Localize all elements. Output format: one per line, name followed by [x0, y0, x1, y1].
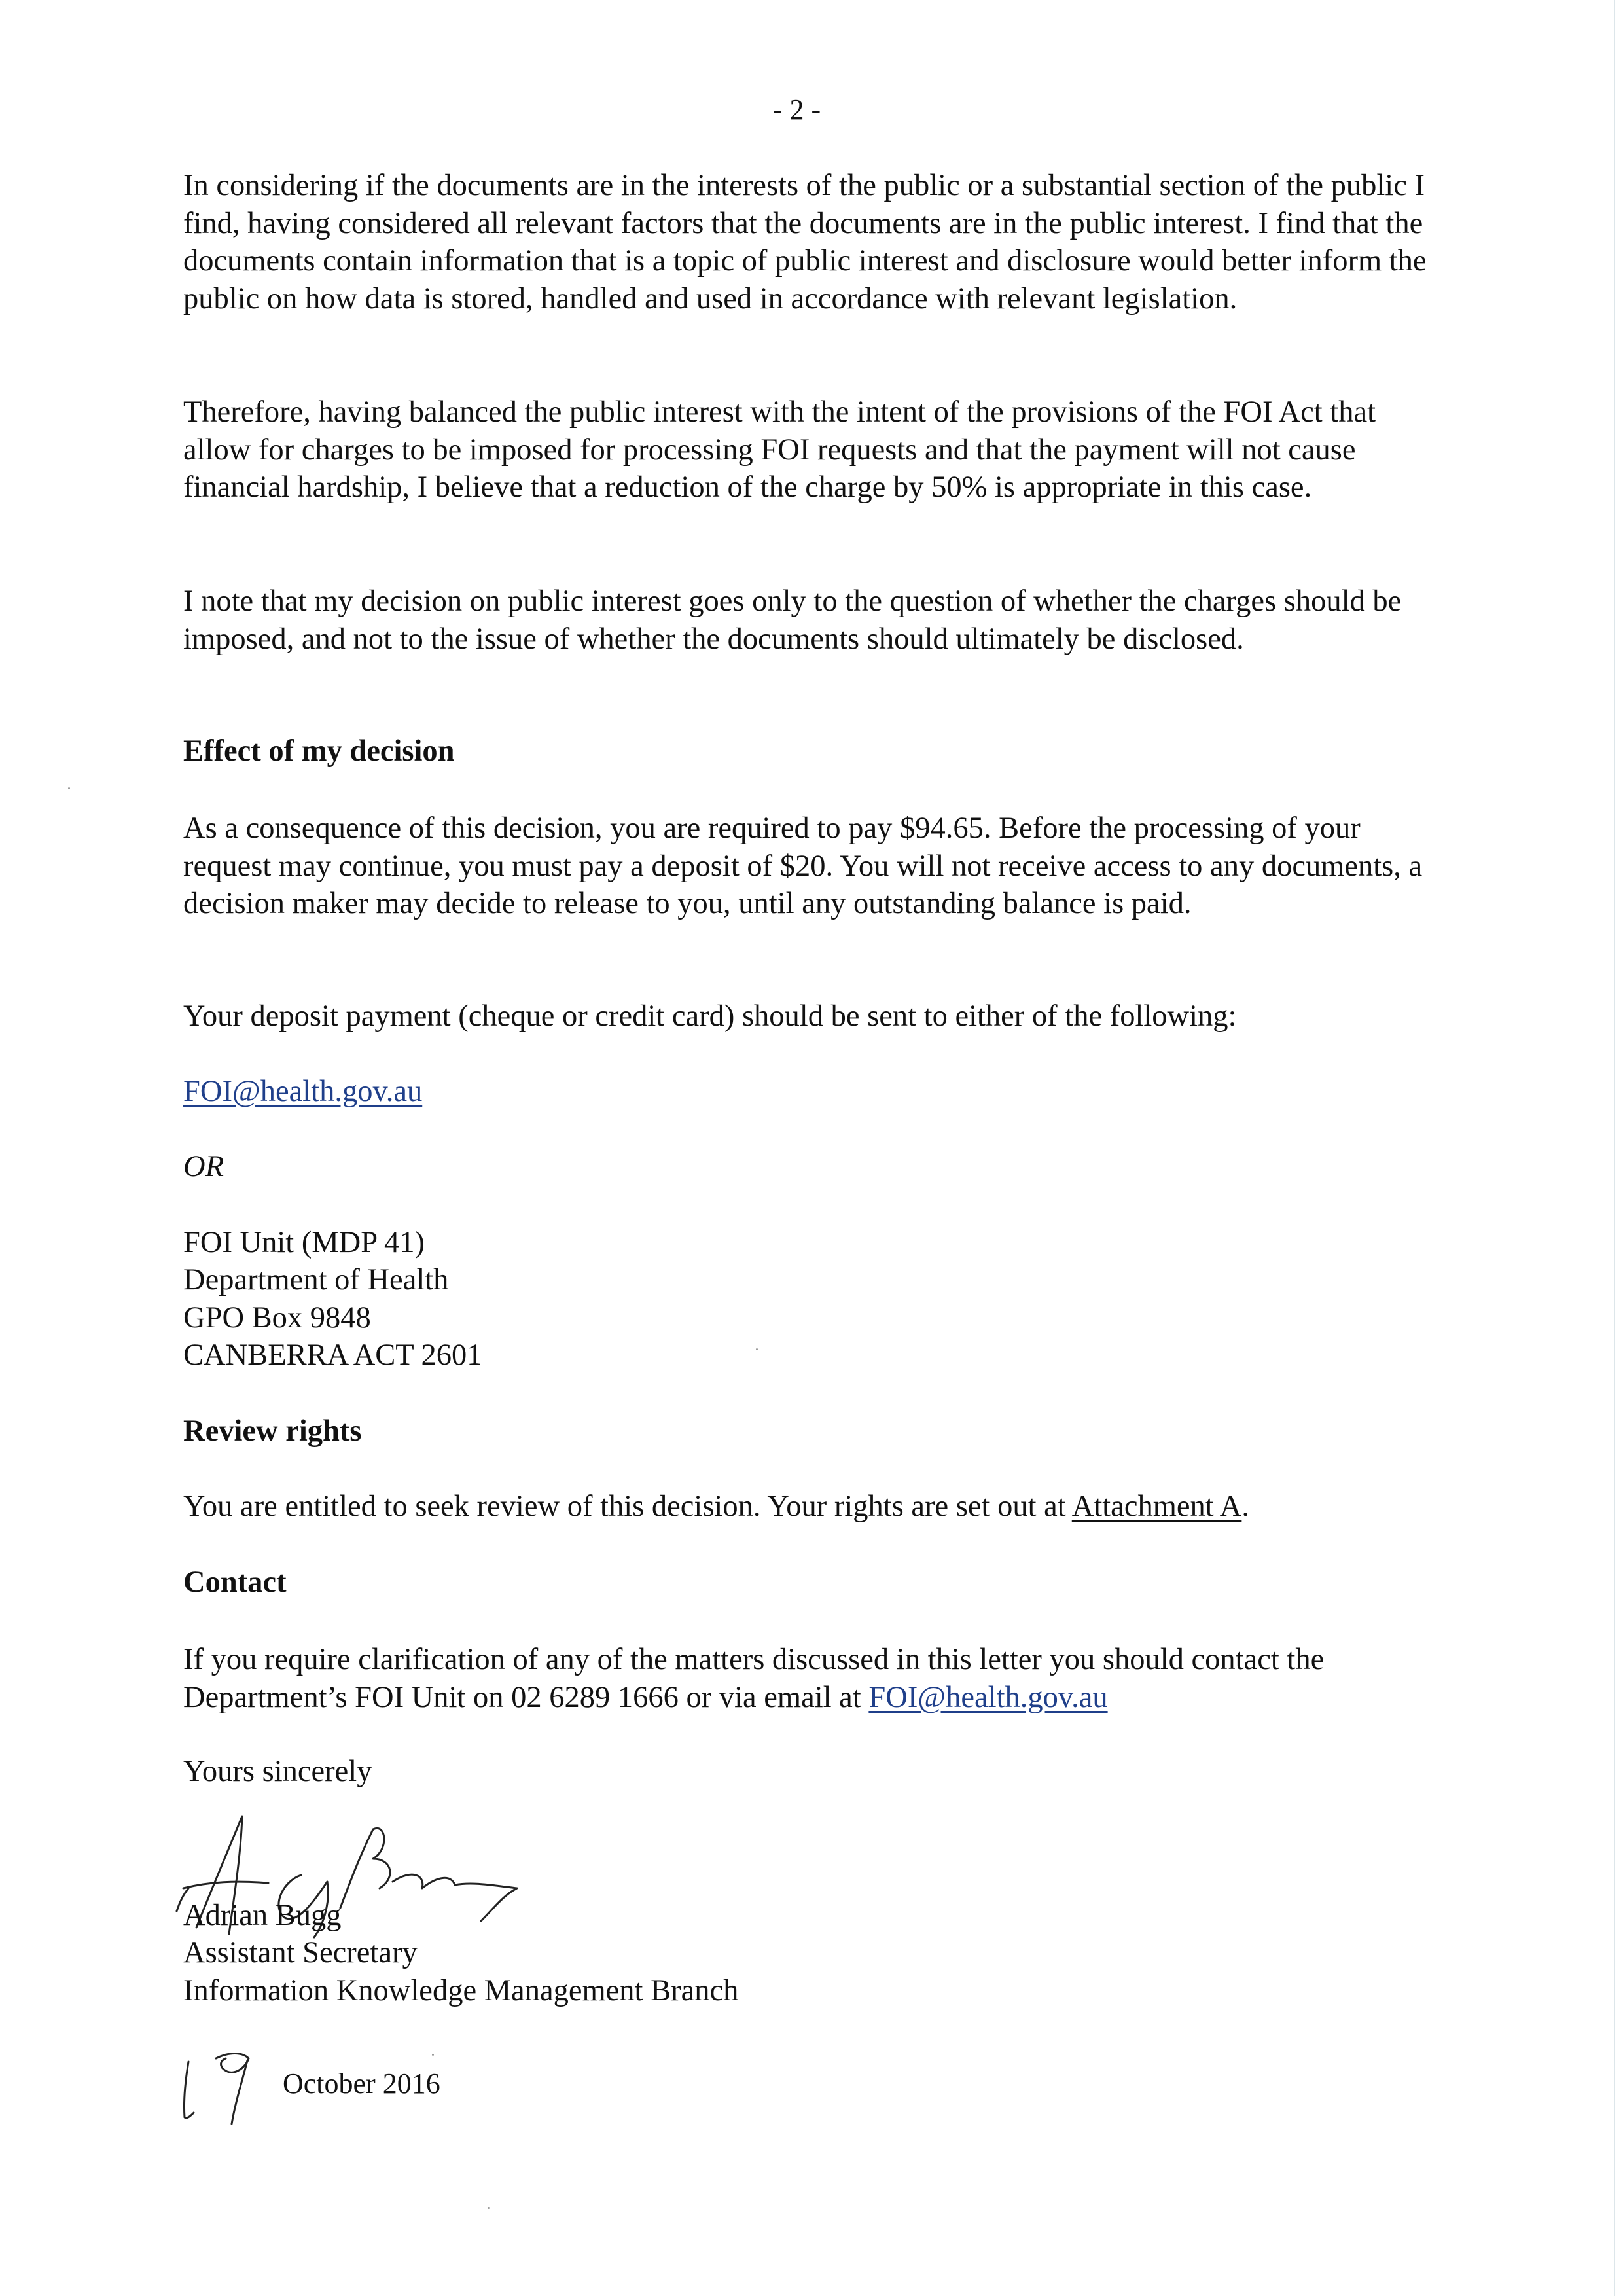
heading-contact: Contact [183, 1566, 287, 1599]
heading-effect-of-decision: Effect of my decision [183, 734, 455, 768]
address-line: FOI Unit (MDP 41) [183, 1226, 425, 1259]
salutation: Yours sincerely [183, 1755, 372, 1788]
paragraph-public-interest-3: I note that my decision on public interest goes only to the question of whether the charges should be imposed, and not to the issue of whether the documents should ultimately be disclosed. [183, 584, 1402, 656]
date-month-year: October 2016 [283, 2068, 440, 2100]
page-number: - 2 - [772, 94, 821, 126]
address-line: CANBERRA ACT 2601 [183, 1338, 482, 1372]
scan-edge-line [1614, 0, 1615, 2296]
attachment-a-link[interactable]: Attachment A [1071, 1490, 1242, 1523]
signatory-branch: Information Knowledge Management Branch [183, 1974, 739, 2007]
scan-speck [488, 2207, 490, 2209]
payment-intro: Your deposit payment (cheque or credit card) should be sent to either of the following: [183, 999, 1237, 1033]
heading-review-rights: Review rights [183, 1414, 362, 1448]
address-line: Department of Health [183, 1263, 449, 1297]
contact-email-link[interactable]: FOI@health.gov.au [868, 1680, 1108, 1714]
contact-text: If you require clarification of any of the matters discussed in this letter you should contact the Department’s FOI Unit on 02 6289 1666 or via email at [183, 1643, 1325, 1714]
signatory-name: Adrian Bugg [183, 1899, 342, 1932]
or-label: OR [183, 1150, 224, 1183]
paragraph-public-interest-2: Therefore, having balanced the public interest with the intent of the provisions of the FOI Act that allow for charges to be imposed for processing FOI requests and that the payment will not cause financial hardship, I believe that a reduction of the charge by 50% is appropriate in this case. [183, 395, 1376, 504]
handwritten-day [177, 2042, 268, 2127]
scan-speck [68, 787, 70, 789]
contact-paragraph [183, 1641, 1440, 1716]
review-text-end: . [1241, 1490, 1249, 1523]
paragraph-public-interest-1: In considering if the documents are in the interests of the public or a substantial section of the public I find, having considered all relevant factors that the documents are in the public interest. I find that the documents contain information that is a topic of public interest and disclosure would better inform the public on how data is stored, handled and used in accordance with relevant legislation. [183, 169, 1427, 315]
email-link[interactable]: FOI@health.gov.au [183, 1075, 423, 1108]
review-paragraph [183, 1489, 1249, 1524]
scan-speck [432, 2054, 434, 2056]
scan-speck [756, 1348, 758, 1350]
signatory-title: Assistant Secretary [183, 1936, 418, 1969]
review-text: You are entitled to seek review of this decision. Your rights are set out at [183, 1490, 1072, 1523]
paragraph-effect: As a consequence of this decision, you are required to pay $94.65. Before the processing of your request may continue, you must pay a deposit of $20. You will not receive access to any documents, a decision maker may decide to release to you, until any outstanding balance is paid. [183, 812, 1423, 920]
address-line: GPO Box 9848 [183, 1301, 371, 1335]
